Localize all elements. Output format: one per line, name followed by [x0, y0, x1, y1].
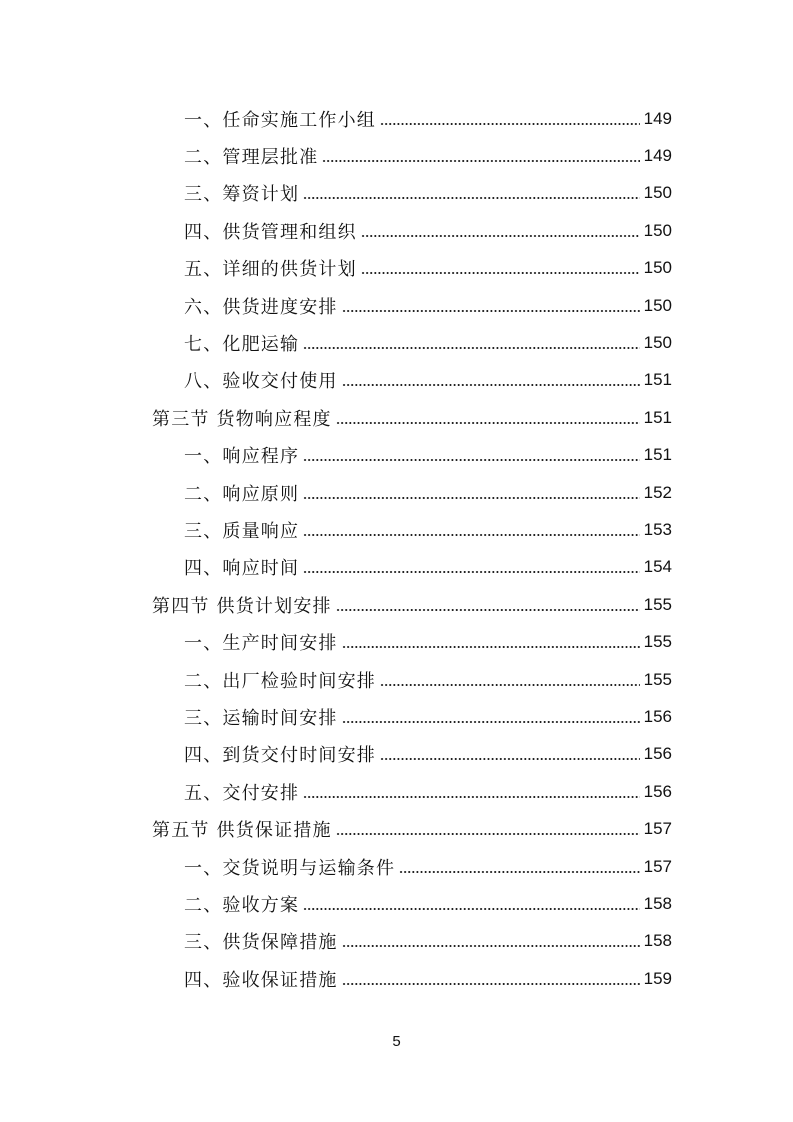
toc-entry[interactable] — [0, 324, 793, 361]
toc-entry-page: 158 — [643, 893, 672, 913]
toc-entry[interactable] — [0, 885, 793, 922]
toc-dot-leader — [303, 184, 640, 202]
toc-entry[interactable] — [0, 287, 793, 324]
toc-entry[interactable] — [0, 212, 793, 249]
toc-entry-page: 149 — [643, 146, 672, 166]
toc-entry[interactable] — [0, 773, 793, 810]
toc-entry-label: 七、化肥运输 — [184, 334, 300, 356]
toc-entry[interactable] — [0, 437, 793, 474]
toc-entry[interactable] — [0, 511, 793, 548]
table-of-contents — [0, 100, 793, 997]
toc-entry-page: 153 — [643, 519, 672, 539]
toc-dot-leader — [303, 521, 640, 539]
toc-entry-label: 一、生产时间安排 — [184, 633, 338, 655]
toc-entry-page: 157 — [643, 856, 672, 876]
toc-dot-leader — [303, 446, 640, 464]
toc-entry-label: 二、验收方案 — [184, 894, 300, 916]
toc-entry-label: 三、质量响应 — [184, 520, 300, 542]
toc-entry[interactable] — [0, 362, 793, 399]
toc-entry-label: 四、验收保证措施 — [184, 969, 338, 991]
toc-entry[interactable] — [0, 661, 793, 698]
toc-entry-label: 一、交货说明与运输条件 — [184, 857, 396, 879]
toc-entry-page: 156 — [643, 744, 672, 764]
toc-entry[interactable] — [0, 549, 793, 586]
toc-entry-label: 一、响应程序 — [184, 446, 300, 468]
toc-dot-leader — [342, 970, 640, 988]
toc-dot-leader — [303, 558, 640, 576]
toc-dot-leader — [361, 259, 640, 277]
toc-entry-label: 四、到货交付时间安排 — [184, 745, 376, 767]
toc-dot-leader — [342, 708, 640, 726]
toc-entry-page: 151 — [643, 370, 672, 390]
toc-entry-label: 二、管理层批准 — [184, 147, 319, 169]
toc-dot-leader — [336, 409, 640, 427]
toc-entry-label: 二、出厂检验时间安排 — [184, 670, 376, 692]
toc-entry-label: 四、供货管理和组织 — [184, 221, 357, 243]
toc-entry[interactable] — [0, 698, 793, 735]
toc-dot-leader — [322, 147, 640, 165]
toc-entry-page: 150 — [643, 258, 672, 278]
toc-entry-label: 六、供货进度安排 — [184, 296, 338, 318]
toc-entry-page: 158 — [643, 931, 672, 951]
toc-entry-page: 154 — [643, 557, 672, 577]
toc-entry-page: 150 — [643, 295, 672, 315]
toc-entry-label: 四、响应时间 — [184, 558, 300, 580]
toc-section-entry[interactable] — [0, 810, 793, 847]
toc-dot-leader — [380, 110, 640, 128]
toc-entry-page: 155 — [643, 632, 672, 652]
toc-entry-label: 三、供货保障措施 — [184, 932, 338, 954]
toc-section-entry[interactable] — [0, 399, 793, 436]
toc-entry-page: 150 — [643, 220, 672, 240]
toc-entry-label: 一、任命实施工作小组 — [184, 109, 376, 131]
toc-dot-leader — [303, 484, 640, 502]
toc-entry-page: 155 — [643, 669, 672, 689]
toc-dot-leader — [342, 297, 640, 315]
toc-entry-page: 152 — [643, 482, 672, 502]
toc-entry[interactable] — [0, 923, 793, 960]
toc-dot-leader — [342, 633, 640, 651]
toc-dot-leader — [336, 596, 640, 614]
toc-entry[interactable] — [0, 623, 793, 660]
toc-dot-leader — [303, 334, 640, 352]
toc-entry-label: 五、交付安排 — [184, 782, 300, 804]
toc-dot-leader — [361, 222, 640, 240]
toc-entry-page: 150 — [643, 333, 672, 353]
toc-entry-label: 第五节 供货保证措施 — [152, 820, 332, 842]
toc-entry[interactable] — [0, 960, 793, 997]
toc-entry-label: 八、验收交付使用 — [184, 371, 338, 393]
toc-entry-label: 第三节 货物响应程度 — [152, 408, 332, 430]
toc-dot-leader — [303, 895, 640, 913]
toc-entry[interactable] — [0, 137, 793, 174]
toc-entry[interactable] — [0, 250, 793, 287]
toc-entry-page: 156 — [643, 706, 672, 726]
toc-dot-leader — [342, 932, 640, 950]
toc-dot-leader — [303, 783, 640, 801]
toc-entry-page: 149 — [643, 108, 672, 128]
toc-entry-page: 155 — [643, 594, 672, 614]
toc-entry-page: 159 — [643, 968, 672, 988]
toc-dot-leader — [380, 745, 640, 763]
toc-entry-page: 157 — [643, 819, 672, 839]
toc-entry-page: 151 — [643, 445, 672, 465]
toc-dot-leader — [342, 371, 640, 389]
toc-entry[interactable] — [0, 474, 793, 511]
toc-entry[interactable] — [0, 175, 793, 212]
toc-entry[interactable] — [0, 848, 793, 885]
toc-dot-leader — [380, 671, 640, 689]
toc-entry-label: 五、详细的供货计划 — [184, 259, 357, 281]
toc-entry-label: 三、筹资计划 — [184, 184, 300, 206]
toc-entry-label: 二、响应原则 — [184, 483, 300, 505]
toc-entry[interactable] — [0, 736, 793, 773]
toc-entry-label: 第四节 供货计划安排 — [152, 595, 332, 617]
toc-dot-leader — [336, 820, 640, 838]
toc-entry[interactable] — [0, 100, 793, 137]
toc-entry-page: 156 — [643, 781, 672, 801]
toc-section-entry[interactable] — [0, 586, 793, 623]
page-number: 5 — [392, 1033, 401, 1050]
toc-entry-page: 150 — [643, 183, 672, 203]
toc-entry-label: 三、运输时间安排 — [184, 707, 338, 729]
toc-entry-page: 151 — [643, 407, 672, 427]
toc-dot-leader — [399, 858, 640, 876]
